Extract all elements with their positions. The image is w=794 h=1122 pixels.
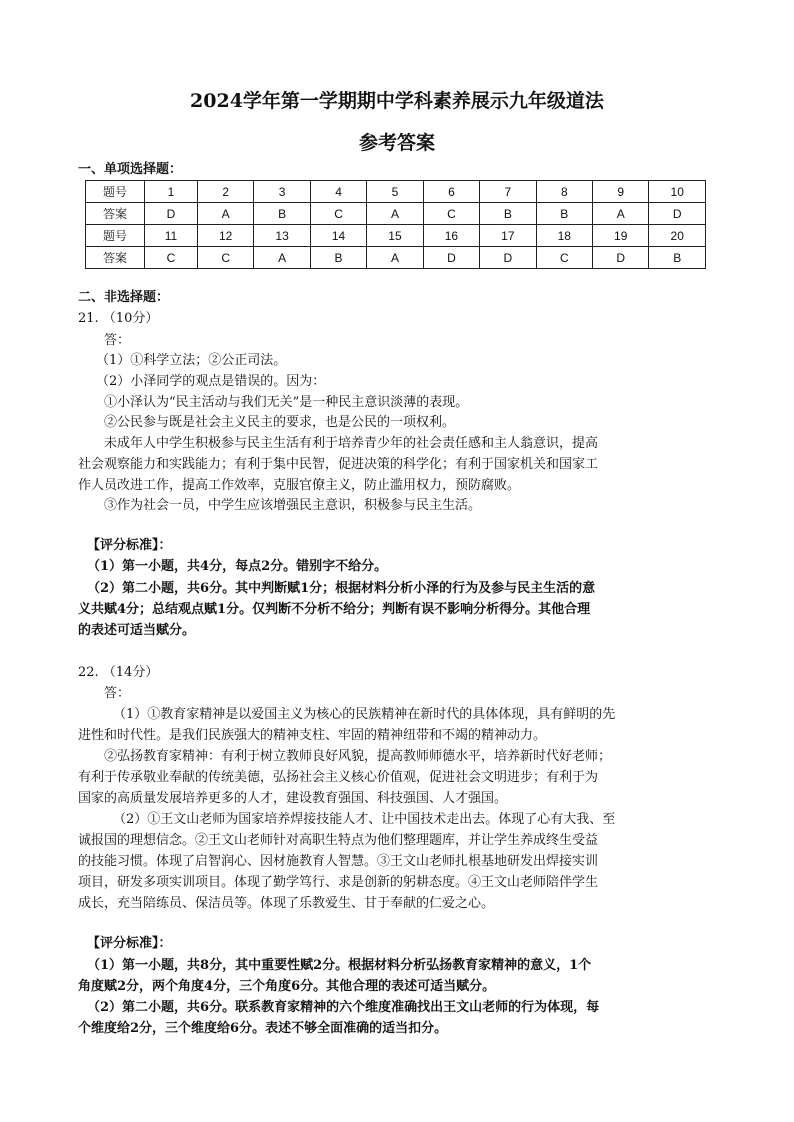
answer-table <box>85 180 706 269</box>
q21-paragraph: （1）①科学立法；②公正司法。 <box>96 353 287 368</box>
table-cell: 13 <box>254 225 310 247</box>
q21-paragraph: 社会观察能力和实践能力；有利于集中民智，促进决策的科学化；有利于国家机关和国家工 <box>78 457 599 472</box>
q22-paragraph: 的技能习惯。体现了启智润心、因材施教育人智慧。③王文山老师扎根基地研发出焊接实训 <box>78 854 599 869</box>
q22-criteria: 个维度给2分，三个维度给6分。表述不够全面准确的适当扣分。 <box>78 1021 448 1036</box>
q21-paragraph: 未成年人中学生积极参与民主生活有利于培养青少年的社会责任感和主人翁意识，提高 <box>104 436 599 451</box>
table-cell: 12 <box>197 225 253 247</box>
q21-criteria: 义共赋4分；总结观点赋1分。仅判断不分析不给分；判断有误不影响分析得分。其他合理 <box>78 602 591 617</box>
table-cell: D <box>145 203 198 225</box>
q21-paragraph: ①小泽认为“民主活动与我们无关”是一种民主意识淡薄的表现。 <box>104 395 469 410</box>
table-cell: 2 <box>197 181 253 203</box>
q22-paragraph: （2）①王文山老师为国家培养焊接技能人才、让中国技术走出去。体现了心有大我、至 <box>113 812 616 827</box>
q22-paragraph: 有利于传承敬业奉献的传统美德，弘扬社会主义核心价值观，促进社会文明进步；有利于为 <box>78 770 599 785</box>
q21-criteria: 的表述可适当赋分。 <box>78 623 196 638</box>
table-cell: D <box>649 203 706 225</box>
q22-paragraph: 进性和时代性。是我们民族强大的精神支柱、牢固的精神纽带和不竭的精神动力。 <box>78 728 547 743</box>
table-cell: 16 <box>423 225 479 247</box>
table-cell: 17 <box>480 225 536 247</box>
table-cell: 答案 <box>86 203 145 225</box>
table-cell: C <box>423 203 479 225</box>
table-cell: B <box>480 203 536 225</box>
table-cell: C <box>145 247 198 269</box>
q21-criteria: （2）第二小题，共6分。其中判断赋1分；根据材料分析小泽的行为及参与民主生活的意 <box>87 581 596 596</box>
q22-paragraph: ②弘扬教育家精神：有利于树立教师良好风貌，提高教师师德水平，培养新时代好老师； <box>104 749 612 764</box>
q21-criteria-label: 【评分标准】： <box>87 538 172 553</box>
table-cell: 10 <box>649 181 706 203</box>
q22-criteria: 角度赋2分，两个角度4分，三个角度6分。其他合理的表述可适当赋分。 <box>78 979 496 994</box>
q21-number: 21. （10分） <box>78 311 159 326</box>
table-row <box>86 203 706 225</box>
section1-heading: 一、单项选择题： <box>78 162 183 177</box>
table-cell: 1 <box>145 181 198 203</box>
table-cell: 6 <box>423 181 479 203</box>
table-cell: 5 <box>367 181 423 203</box>
table-cell: 18 <box>536 225 592 247</box>
table-cell: 3 <box>254 181 310 203</box>
q22-criteria-label: 【评分标准】： <box>87 936 172 951</box>
table-cell: 20 <box>649 225 706 247</box>
table-cell: D <box>423 247 479 269</box>
table-cell: C <box>310 203 366 225</box>
table-cell: A <box>367 247 423 269</box>
table-cell: B <box>310 247 366 269</box>
table-cell: 4 <box>310 181 366 203</box>
table-cell: 7 <box>480 181 536 203</box>
section2-heading: 二、非选择题： <box>78 290 170 305</box>
table-cell: 题号 <box>86 181 145 203</box>
table-cell: A <box>367 203 423 225</box>
page-subtitle: 参考答案 <box>358 132 435 154</box>
table-cell: C <box>536 247 592 269</box>
table-row <box>86 181 706 203</box>
table-cell: 8 <box>536 181 592 203</box>
q22-paragraph: （1）①教育家精神是以爱国主义为核心的民族精神在新时代的具体体现，具有鲜明的先 <box>113 707 616 722</box>
table-cell: A <box>197 203 253 225</box>
table-cell: 9 <box>593 181 649 203</box>
q22-criteria: （1）第一小题，共8分，其中重要性赋2分。根据材料分析弘扬教育家精神的意义，1个 <box>87 958 592 973</box>
q22-paragraph: 国家的高质量发展培养更多的人才，建设教育强国、科技强国、人才强国。 <box>78 791 508 806</box>
table-cell: D <box>480 247 536 269</box>
page-title: 2024学年第一学期期中学科素养展示九年级道法 <box>190 90 604 112</box>
table-cell: 14 <box>310 225 366 247</box>
table-cell: B <box>536 203 592 225</box>
q21-answer-label: 答： <box>104 333 131 348</box>
table-cell: B <box>254 203 310 225</box>
q22-paragraph: 诚报国的理想信念。②王文山老师针对高职生特点为他们整理题库，并让学生养成终生受益 <box>78 833 599 848</box>
q21-paragraph: 作人员改进工作，提高工作效率，克服官僚主义，防止滥用权力，预防腐败。 <box>78 478 521 493</box>
q22-number: 22. （14分） <box>78 665 159 680</box>
q22-paragraph: 项目，研发多项实训项目。体现了勤学笃行、求是创新的躬耕态度。④王文山老师陪伴学生 <box>78 875 599 890</box>
table-cell: 答案 <box>86 247 145 269</box>
table-cell: 11 <box>145 225 198 247</box>
table-cell: D <box>593 247 649 269</box>
table-row <box>86 225 706 247</box>
table-cell: 题号 <box>86 225 145 247</box>
table-cell: A <box>593 203 649 225</box>
table-row <box>86 247 706 269</box>
q22-paragraph: 成长，充当陪练员、保洁员等。体现了乐教爱生、甘于奉献的仁爱之心。 <box>78 896 495 911</box>
q21-paragraph: ③作为社会一员，中学生应该增强民主意识，积极参与民主生活。 <box>104 498 482 513</box>
q21-paragraph: ②公民参与既是社会主义民主的要求，也是公民的一项权利。 <box>104 415 456 430</box>
table-cell: 15 <box>367 225 423 247</box>
table-cell: 19 <box>593 225 649 247</box>
q21-paragraph: （2）小泽同学的观点是错误的。因为： <box>96 374 326 389</box>
table-cell: A <box>254 247 310 269</box>
q21-criteria: （1）第一小题，共4分，每点2分。错别字不给分。 <box>87 559 388 574</box>
table-cell: B <box>649 247 706 269</box>
q22-answer-label: 答： <box>104 686 131 701</box>
table-cell: C <box>197 247 253 269</box>
q22-criteria: （2）第二小题，共6分。联系教育家精神的六个维度准确找出王文山老师的行为体现，每 <box>87 1000 600 1015</box>
